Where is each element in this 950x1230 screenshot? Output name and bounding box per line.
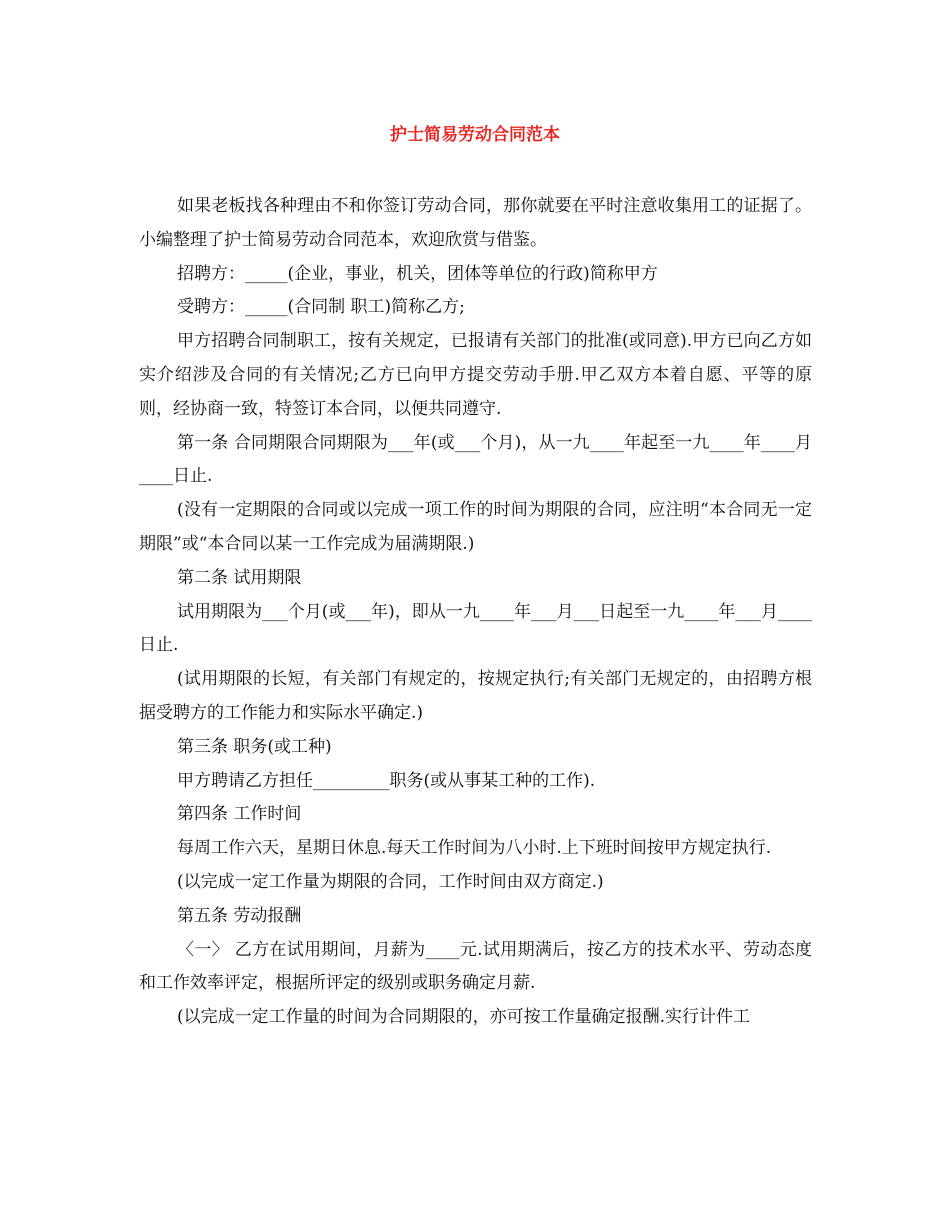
paragraph-article-1: 第一条 合同期限合同期限为___年(或___个月)，从一九____年起至一九____年____月____日止. [139,432,812,487]
document-title: 护士简易劳动合同范本 [390,125,560,145]
paragraph-article-4: 每周工作六天，星期日休息.每天工作时间为八小时.上下班时间按甲方规定执行. [177,838,772,859]
paragraph-article-4-note: (以完成一定工作量为期限的合同，工作时间由双方商定.) [177,871,604,892]
paragraph-article-1-note: (没有一定期限的合同或以完成一项工作的时间为期限的合同，应注明“本合同无一定期限”或“本合同以某一工作完成为届满期限.) [139,500,812,554]
paragraph-article-3: 甲方聘请乙方担任_________职务(或从事某工种的工作). [177,770,596,791]
paragraph-intro: 如果老板找各种理由不和你签订劳动合同，那你就要在平时注意收集用工的证据了。小编整理了护士简易劳动合同范本，欢迎欣赏与借鉴。 [139,196,812,250]
paragraph-article-5-item-1: 〈一〉 乙方在试用期间，月薪为____元.试用期满后，按乙方的技术水平、劳动态度和工作效率评定，根据所评定的级别或职务确定月薪. [139,939,812,994]
paragraph-preamble: 甲方招聘合同制职工，按有关规定，已报请有关部门的批准(或同意).甲方已向乙方如实介绍涉及合同的有关情况;乙方已向甲方提交劳动手册.甲乙双方本着自愿、平等的原则，经协商一致，特签订本合同，以便共同遵守. [139,331,812,419]
paragraph-employer: 招聘方：_____(企业，事业，机关，团体等单位的行政)简称甲方 [177,263,658,284]
paragraph-employee: 受聘方：_____(合同制 职工)简称乙方; [177,297,465,318]
heading-article-2: 第二条 试用期限 [177,567,302,588]
heading-article-5: 第五条 劳动报酬 [177,905,302,926]
document-body [139,190,812,1035]
paragraph-article-2: 试用期限为___个月(或___年)，即从一九____年___月___日起至一九____年___月____日止. [139,601,812,656]
paragraph-article-2-note: (试用期限的长短，有关部门有规定的，按规定执行;有关部门无规定的，由招聘方根据受聘方的工作能力和实际水平确定.) [139,669,812,723]
heading-article-4: 第四条 工作时间 [177,804,302,825]
paragraph-article-5-note: (以完成一定工作量的时间为合同期限的，亦可按工作量确定报酬.实行计件工 [177,1007,751,1028]
heading-article-3: 第三条 职务(或工种) [177,736,332,757]
